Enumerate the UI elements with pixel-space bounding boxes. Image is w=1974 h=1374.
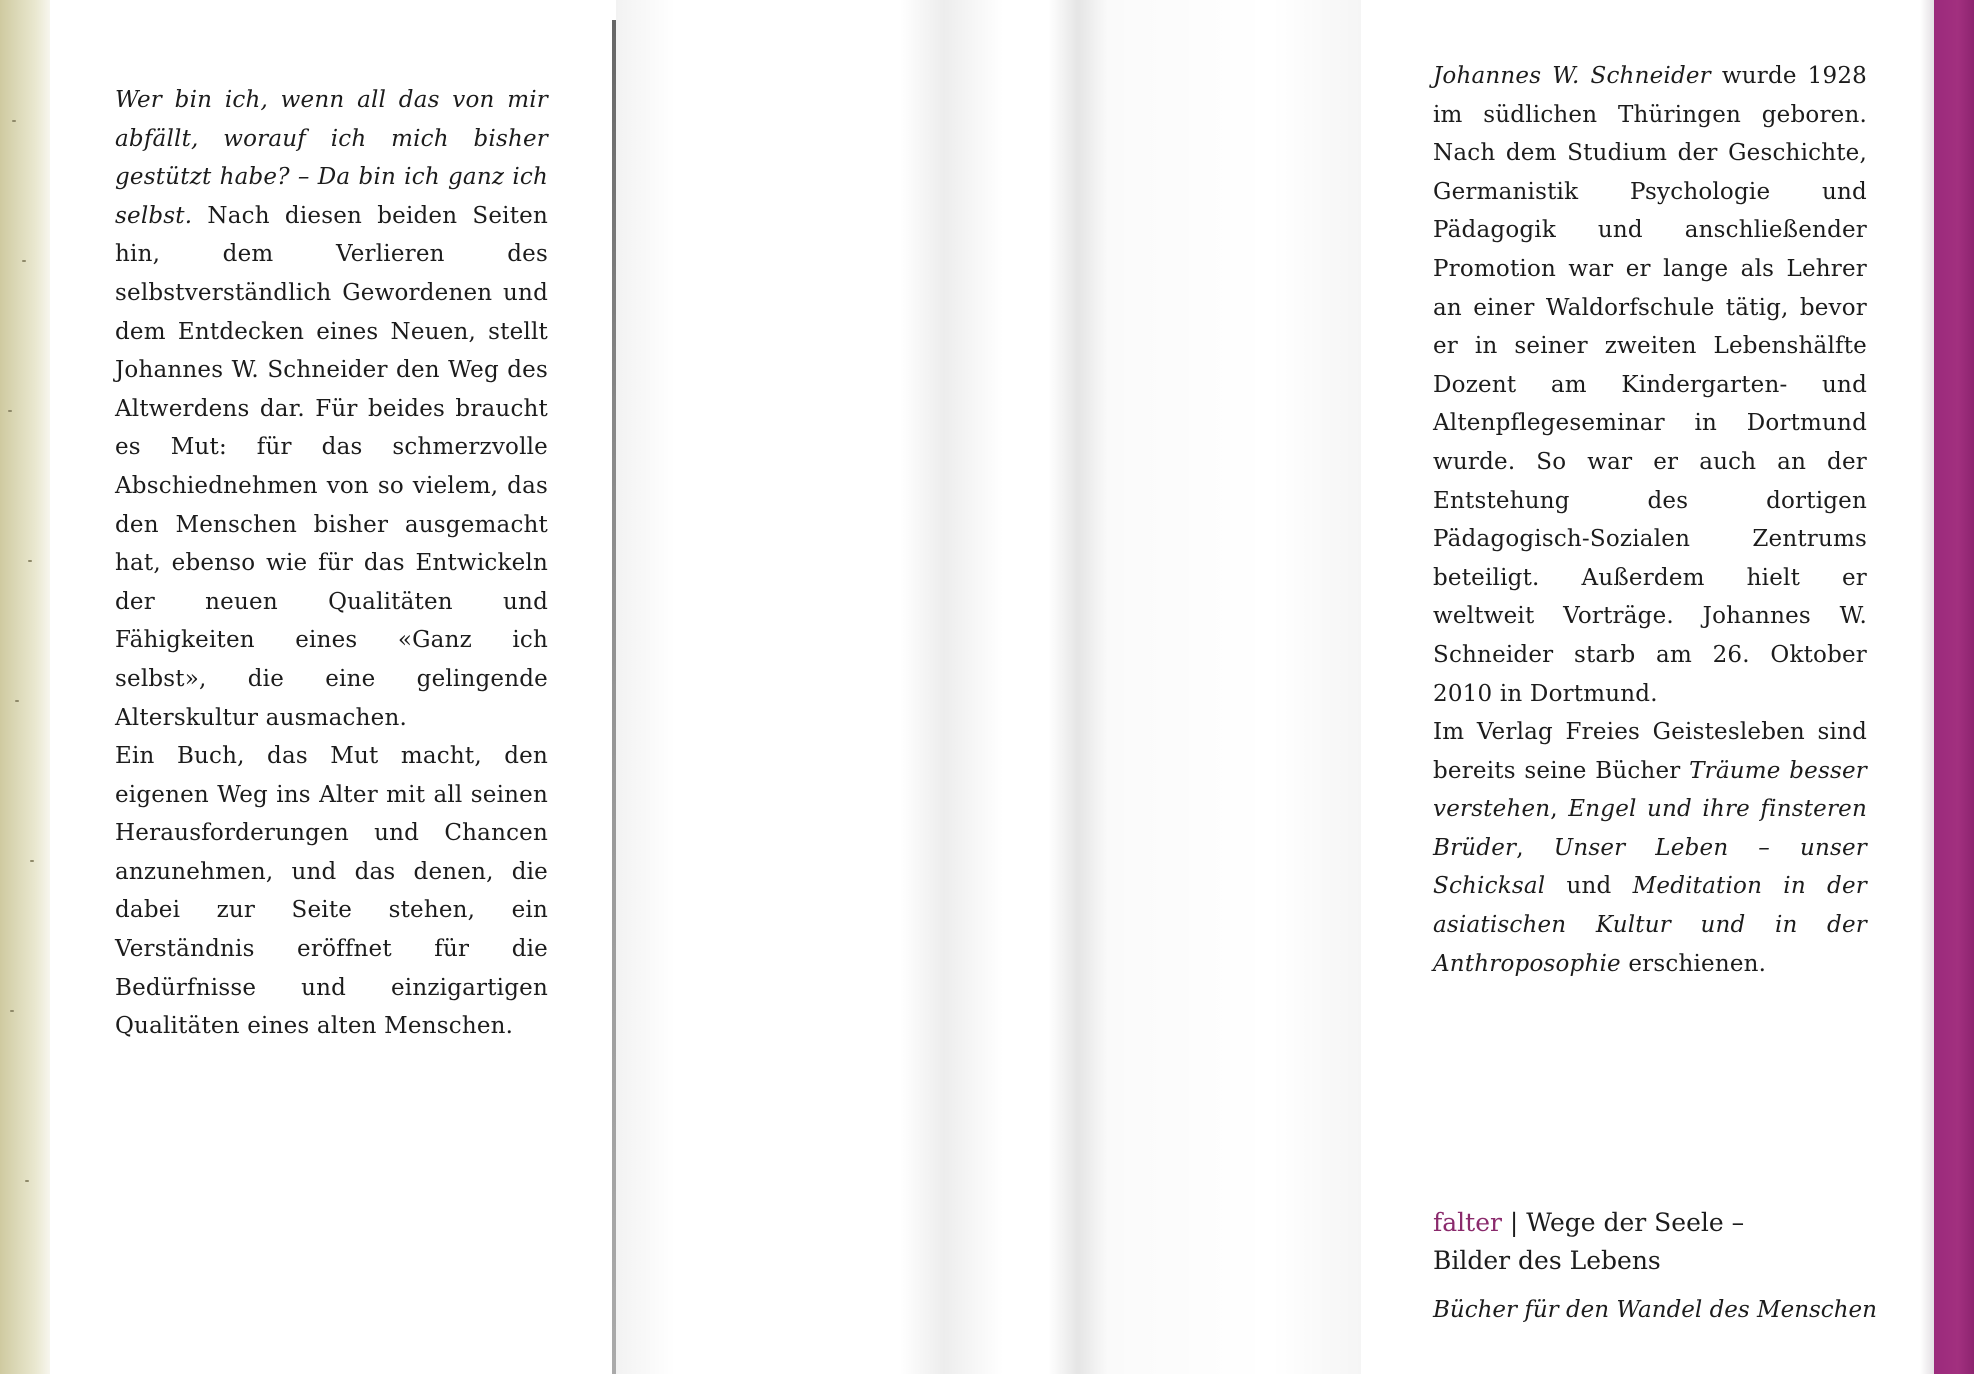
series-brand: falter — [1433, 1208, 1502, 1237]
books-separator: und — [1545, 873, 1633, 900]
blank-page — [616, 0, 1361, 1374]
cover-spine-strip — [1934, 0, 1974, 1374]
book-title: Meditation in der asiatischen Kultur und in der Anthroposophie — [1433, 873, 1867, 977]
texture-speck — [12, 120, 16, 122]
books-separator: , — [1550, 796, 1569, 823]
bio-body: wurde 1928 im südlichen Thüringen geboren. Nach dem Studium der Geschichte, Germanistik Psychologie und Pädagogik und anschließender Promotion war er lange als Lehrer an einer Waldorfschule tätig, bevor er in seiner zweiten Lebenshälfte Dozent am Kindergarten- und Altenpflegeseminar in Dortmund wurde. So war er auch an der Entstehung des dortigen Pädagogisch-Sozialen Zentrums beteiligt. Außerdem hielt er weltweit Vorträge. Johannes W. Schneider starb am 26. Oktober 2010 in Dortmund. — [1433, 63, 1868, 707]
series-title — [1433, 1204, 1893, 1280]
series-separator: | — [1509, 1208, 1519, 1237]
series-tagline: Bücher für den Wandel des Menschen — [1433, 1297, 1877, 1323]
author-bio — [1433, 57, 1867, 983]
blurb-paragraph-1-body: Nach diesen beiden Seiten hin, dem Verlieren des selbstverständlich Gewordenen und dem Entdecken eines Neuen, stellt Johannes W. Schneider den Weg des Altwerdens dar. Für beides braucht es Mut: für das schmerzvolle Abschiednehmen von so vielem, das den Menschen bisher ausgemacht hat, ebenso wie für das Entwickeln der neuen Qualitäten und Fähigkeiten eines «Ganz ich selbst», die eine gelingende Alterskultur ausmachen. — [115, 202, 548, 731]
series-title-line-1: Wege der Seele – — [1518, 1208, 1745, 1237]
texture-speck — [30, 860, 34, 862]
blurb-paragraph-2: Ein Buch, das Mut macht, den eigenen Weg ins Alter mit all seinen Herausforderungen und Chancen anzunehmen, und das denen, die dabei zur Seite stehen, ein Verständnis eröffnet für die Bedürfnisse und einzigartigen Qualitäten eines alten Menschen. — [115, 743, 548, 1040]
books-paragraph — [1433, 713, 1867, 983]
texture-speck — [8, 410, 12, 412]
book-title: Träume besser verstehen — [1433, 757, 1867, 823]
bio-paragraph — [1433, 57, 1867, 713]
blurb-intro-quote: Wer bin ich, wenn all das von mir abfällt, worauf ich mich bisher gestützt habe? – Da bin ich ganz ich selbst. — [115, 87, 548, 229]
cover-edge-strip — [0, 0, 50, 1374]
books-outro: erschienen. — [1620, 950, 1767, 977]
texture-speck — [15, 700, 19, 702]
books-separator: , — [1516, 834, 1554, 861]
page-edge-shadow — [1920, 0, 1934, 1374]
texture-speck — [10, 1010, 14, 1012]
blurb-paragraph-1 — [115, 81, 548, 737]
book-title: Engel und ihre finsteren Brüder — [1433, 796, 1867, 861]
texture-speck — [25, 1180, 29, 1182]
books-intro: Im Verlag Freies Geistesleben sind bereits seine Bücher — [1433, 719, 1867, 784]
bio-author-name: Johannes W. Schneider — [1433, 63, 1711, 89]
series-line-1 — [1433, 1204, 1893, 1242]
book-title: Unser Leben – unser Schicksal — [1433, 834, 1867, 900]
series-title-line-2: Bilder des Lebens — [1433, 1246, 1661, 1275]
texture-speck — [22, 260, 26, 262]
blurb-text — [115, 81, 548, 1046]
texture-speck — [28, 560, 32, 562]
